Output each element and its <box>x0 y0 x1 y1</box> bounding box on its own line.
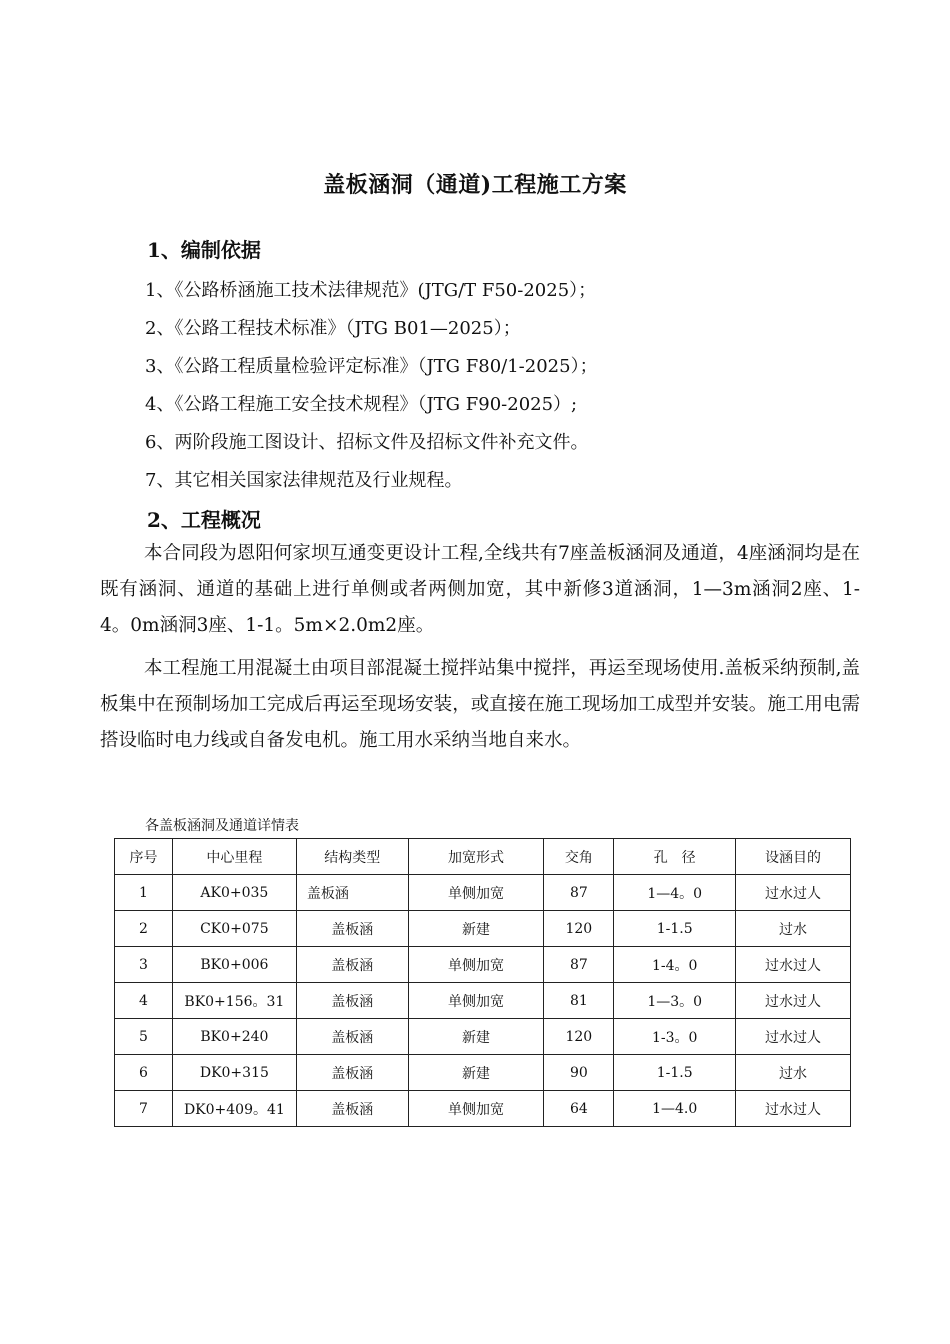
construction-paragraph: 本工程施工用混凝土由项目部混凝土搅拌站集中搅拌，再运至现场使用.盖板采纳预制,盖板集中在预制场加工完成后再运至现场安装，或直接在施工现场加工成型并安装。施工用电需搭设临时电力线或自备发电机。施工用水采纳当地自来水。 <box>100 658 860 751</box>
table-cell: CK0+075 <box>172 911 296 947</box>
table-cell: 5 <box>115 1019 173 1055</box>
header-cell: 孔 径 <box>614 839 736 875</box>
table-cell: 新建 <box>408 911 544 947</box>
table-cell: 新建 <box>408 1055 544 1091</box>
table-cell: 盖板涵 <box>296 1055 408 1091</box>
table-cell: 2 <box>115 911 173 947</box>
table-cell: 过水过人 <box>736 947 851 983</box>
reference-item: 7、其它相关国家法律规范及行业规程。 <box>145 470 463 491</box>
table-row <box>115 947 851 983</box>
table-cell: 过水过人 <box>736 1091 851 1127</box>
header-cell: 序号 <box>115 839 173 875</box>
header-cell: 设涵目的 <box>736 839 851 875</box>
table-caption: 各盖板涵洞及通道详情表 <box>145 818 299 834</box>
table-cell: 6 <box>115 1055 173 1091</box>
header-cell: 中心里程 <box>172 839 296 875</box>
table-cell: 7 <box>115 1091 173 1127</box>
table-cell: 1—4。0 <box>614 875 736 911</box>
reference-item: 4、《公路工程施工安全技术规程》（JTG F90-2025）; <box>145 394 578 415</box>
table-cell: 盖板涵 <box>296 911 408 947</box>
table-row <box>115 983 851 1019</box>
table-cell: BK0+240 <box>172 1019 296 1055</box>
table-cell: DK0+315 <box>172 1055 296 1091</box>
table-cell: 单侧加宽 <box>408 875 544 911</box>
table-cell: 1-1.5 <box>614 1055 736 1091</box>
header-cell: 结构类型 <box>296 839 408 875</box>
table-cell: 1-1.5 <box>614 911 736 947</box>
table-cell: 3 <box>115 947 173 983</box>
table-row <box>115 1019 851 1055</box>
table-cell: 1—3。0 <box>614 983 736 1019</box>
section-heading-basis: 1、编制依据 <box>147 238 261 262</box>
table-cell: 4 <box>115 983 173 1019</box>
table-row <box>115 1091 851 1127</box>
table-cell: 过水过人 <box>736 875 851 911</box>
reference-item: 2、《公路工程技术标准》（JTG B01—2025）； <box>145 318 521 339</box>
table-cell: 120 <box>544 911 614 947</box>
reference-item: 1、《公路桥涵施工技术法律规范》(JTG/T F50-2025）； <box>145 280 597 301</box>
table-cell: BK0+156。31 <box>172 983 296 1019</box>
overview-paragraph: 本合同段为恩阳何家坝互通变更设计工程,全线共有7座盖板涵洞及通道，4座涵洞均是在既有涵洞、通道的基础上进行单侧或者两侧加宽，其中新修3道涵洞，1—3m涵洞2座、1-4。0m涵洞3座、1-1。5m×2.0m2座。 <box>100 543 860 636</box>
table-cell: BK0+006 <box>172 947 296 983</box>
table-row <box>115 875 851 911</box>
culvert-detail-table <box>114 838 851 1127</box>
table-cell: 盖板涵 <box>296 1019 408 1055</box>
table-cell: 64 <box>544 1091 614 1127</box>
table-cell: 单侧加宽 <box>408 1091 544 1127</box>
table-cell: 过水 <box>736 911 851 947</box>
table-row <box>115 911 851 947</box>
table-row <box>115 1055 851 1091</box>
table-cell: 1-4。0 <box>614 947 736 983</box>
table-cell: 盖板涵 <box>296 983 408 1019</box>
header-cell: 交角 <box>544 839 614 875</box>
document-title: 盖板涵洞（通道)工程施工方案 <box>323 172 627 198</box>
table-cell: 过水过人 <box>736 983 851 1019</box>
table-cell: 过水 <box>736 1055 851 1091</box>
table-cell: 87 <box>544 947 614 983</box>
table-cell: 81 <box>544 983 614 1019</box>
table-cell: 盖板涵 <box>296 875 408 911</box>
table-cell: 盖板涵 <box>296 1091 408 1127</box>
table-cell: 87 <box>544 875 614 911</box>
table-cell: 单侧加宽 <box>408 983 544 1019</box>
table-cell: DK0+409。41 <box>172 1091 296 1127</box>
table-cell: 90 <box>544 1055 614 1091</box>
reference-item: 6、两阶段施工图设计、招标文件及招标文件补充文件。 <box>145 432 589 453</box>
header-cell: 加宽形式 <box>408 839 544 875</box>
table-cell: 盖板涵 <box>296 947 408 983</box>
table-cell: 过水过人 <box>736 1019 851 1055</box>
reference-item: 3、《公路工程质量检验评定标准》（JTG F80/1-2025）； <box>145 356 598 377</box>
table-cell: 120 <box>544 1019 614 1055</box>
table-cell: 1 <box>115 875 173 911</box>
table-cell: AK0+035 <box>172 875 296 911</box>
section-heading-overview: 2、工程概况 <box>147 508 261 532</box>
table-cell: 新建 <box>408 1019 544 1055</box>
table-header-row <box>115 839 851 875</box>
table-cell: 1-3。0 <box>614 1019 736 1055</box>
table-cell: 单侧加宽 <box>408 947 544 983</box>
table-cell: 1—4.0 <box>614 1091 736 1127</box>
